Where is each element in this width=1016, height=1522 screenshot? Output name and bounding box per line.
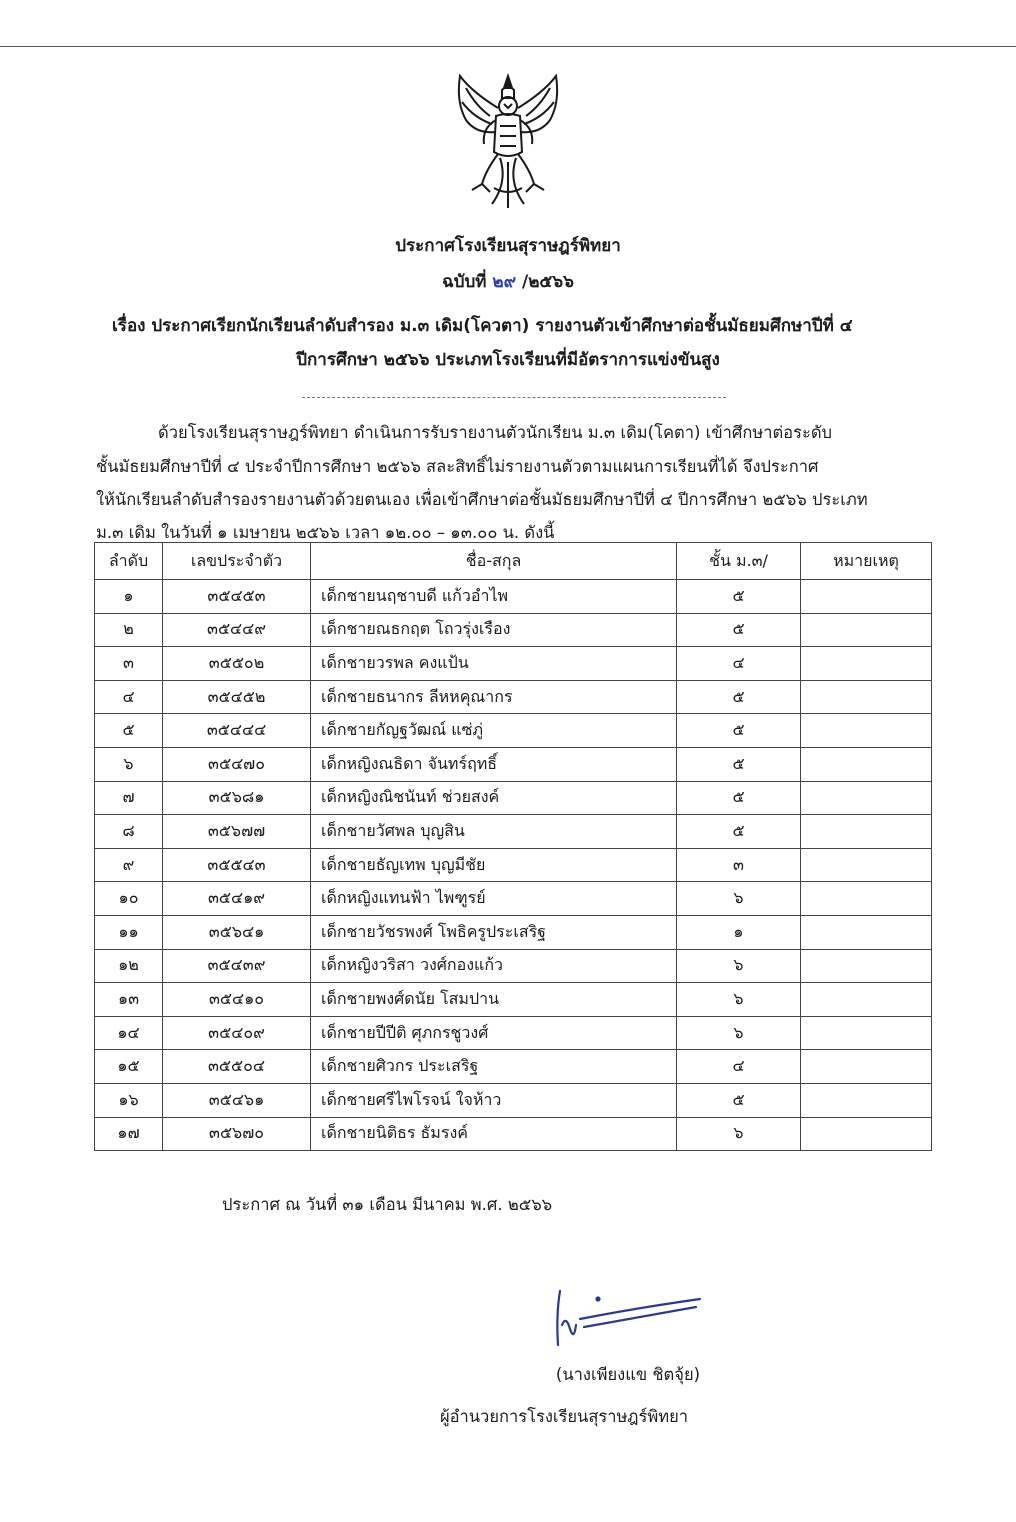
table-row [95,747,932,781]
cell-note [801,848,932,882]
student-table [94,542,932,1151]
cell-student-id: ๓๕๔๓๙ [163,949,311,983]
table-row [95,949,932,983]
header-class: ชั้น ม.๓/ [677,543,801,580]
cell-order: ๙ [95,848,163,882]
cell-class: ๕ [677,747,801,781]
table-row [95,1117,932,1151]
cell-note [801,580,932,614]
header-order: ลำดับ [95,543,163,580]
cell-class: ๕ [677,580,801,614]
body-paragraph-line-2: ชั้นมัธยมศึกษาปีที่ ๔ ประจำปีการศึกษา ๒๕๖๖ สละสิทธิ์ไม่รายงานตัวตามแผนการเรียนที่ได้ จึงประกาศ [96,457,819,476]
table-row [95,882,932,916]
cell-note [801,915,932,949]
cell-note [801,714,932,748]
cell-student-id: ๓๕๕๔๓ [163,848,311,882]
cell-name: เด็กชายวัชรพงศ์ โพธิครูประเสริฐ [311,915,677,949]
table-row [95,613,932,647]
cell-order: ๑๐ [95,882,163,916]
announcement-date: ประกาศ ณ วันที่ ๓๑ เดือน มีนาคม พ.ศ. ๒๕๖๖ [222,1195,553,1214]
table-row [95,580,932,614]
cell-note [801,1050,932,1084]
cell-student-id: ๓๕๖๔๑ [163,915,311,949]
cell-student-id: ๓๕๔๑๙ [163,882,311,916]
cell-class: ๕ [677,714,801,748]
cell-order: ๑ [95,580,163,614]
cell-student-id: ๓๕๔๖๑ [163,1083,311,1117]
table-row [95,781,932,815]
cell-student-id: ๓๕๔๗๐ [163,747,311,781]
announcement-title: ประกาศโรงเรียนสุราษฎร์พิทยา [395,236,621,256]
cell-student-id: ๓๕๖๗๐ [163,1117,311,1151]
table-row [95,1016,932,1050]
cell-class: ๕ [677,815,801,849]
cell-order: ๘ [95,815,163,849]
cell-name: เด็กหญิงณิชนันท์ ช่วยสงค์ [311,781,677,815]
body-paragraph-line-1: ด้วยโรงเรียนสุราษฎร์พิทยา ดำเนินการรับรายงานตัวนักเรียน ม.๓ เดิม(โคตา) เข้าศึกษาต่อระดับ [158,423,833,442]
cell-note [801,815,932,849]
cell-student-id: ๓๕๔๐๙ [163,1016,311,1050]
cell-student-id: ๓๕๖๗๗ [163,815,311,849]
cell-student-id: ๓๕๔๕๓ [163,580,311,614]
table-row [95,848,932,882]
top-border-line [0,46,1016,47]
cell-note [801,647,932,681]
cell-note [801,983,932,1017]
cell-name: เด็กชายศรีไพโรจน์ ใจห้าว [311,1083,677,1117]
table-row [95,983,932,1017]
cell-class: ๔ [677,1050,801,1084]
cell-class: ๓ [677,848,801,882]
header-note: หมายเหตุ [801,543,932,580]
cell-name: เด็กชายนฤชาบดี แก้วอำไพ [311,580,677,614]
subject-line-1: เรื่อง ประกาศเรียกนักเรียนลำดับสำรอง ม.๓ เดิม(โควตา) รายงานตัวเข้าศึกษาต่อชั้นมัธยมศึกษาปีที่ ๔ [112,316,853,336]
cell-class: ๖ [677,1016,801,1050]
signer-name: (นางเพียงแข ชิตจุ้ย) [555,1365,701,1384]
cell-student-id: ๓๕๔๑๐ [163,983,311,1017]
table-row [95,647,932,681]
cell-class: ๕ [677,781,801,815]
table-header-row [95,543,932,580]
header-student-id: เลขประจำตัว [163,543,311,580]
cell-class: ๕ [677,613,801,647]
cell-order: ๓ [95,647,163,681]
cell-order: ๑๔ [95,1016,163,1050]
cell-name: เด็กชายปีปีติ ศุภกรชูวงศ์ [311,1016,677,1050]
table-row [95,1050,932,1084]
body-paragraph-line-4: ม.๓ เดิม ในวันที่ ๑ เมษายน ๒๕๖๖ เวลา ๑๒.๐๐ – ๑๓.๐๐ น. ดังนี้ [96,523,555,542]
signer-position: ผู้อำนวยการโรงเรียนสุราษฎร์พิทยา [439,1407,689,1426]
cell-note [801,1016,932,1050]
table-row [95,714,932,748]
cell-name: เด็กชายธัญเทพ บุญมีชัย [311,848,677,882]
cell-name: เด็กชายพงศ์ดนัย โสมปาน [311,983,677,1017]
cell-name: เด็กชายนิติธร ธัมรงค์ [311,1117,677,1151]
issue-number: ๒๙ [492,272,517,292]
table-row [95,815,932,849]
cell-student-id: ๓๕๔๔๔ [163,714,311,748]
cell-student-id: ๓๕๔๕๒ [163,680,311,714]
cell-name: เด็กชายธนากร ลีหหคุณากร [311,680,677,714]
cell-name: เด็กชายศิวกร ประเสริฐ [311,1050,677,1084]
issue-line [0,268,1016,295]
cell-order: ๖ [95,747,163,781]
cell-note [801,680,932,714]
cell-order: ๑๗ [95,1117,163,1151]
issue-prefix: ฉบับที่ [442,272,487,292]
cell-class: ๕ [677,1083,801,1117]
cell-order: ๑๖ [95,1083,163,1117]
handwritten-signature [540,1285,710,1365]
cell-order: ๔ [95,680,163,714]
cell-student-id: ๓๕๖๘๑ [163,781,311,815]
cell-class: ๑ [677,915,801,949]
cell-name: เด็กชายวัศพล บุญสิน [311,815,677,849]
cell-order: ๑๒ [95,949,163,983]
cell-order: ๕ [95,714,163,748]
cell-name: เด็กชายกัญฐวัฒณ์ แซ่ภู่ [311,714,677,748]
cell-class: ๔ [677,647,801,681]
cell-name: เด็กชายวรพล คงแป้น [311,647,677,681]
table-row [95,915,932,949]
body-paragraph-line-3: ให้นักเรียนลำดับสำรองรายงานตัวด้วยตนเอง เพื่อเข้าศึกษาต่อชั้นมัธยมศึกษาปีที่ ๔ ปีการศึกษา ๒๕๖๖ ประเภท [96,490,868,509]
cell-name: เด็กหญิงแทนฟ้า ไพฑูรย์ [311,882,677,916]
cell-class: ๖ [677,1117,801,1151]
cell-order: ๒ [95,613,163,647]
dashed-divider [302,397,726,398]
subject-line-2: ปีการศึกษา ๒๕๖๖ ประเภทโรงเรียนที่มีอัตราการแข่งขันสูง [296,350,720,370]
cell-class: ๖ [677,983,801,1017]
garuda-emblem-icon [452,72,564,212]
table-row [95,1083,932,1117]
cell-class: ๖ [677,882,801,916]
cell-order: ๑๕ [95,1050,163,1084]
cell-note [801,747,932,781]
cell-order: ๑๑ [95,915,163,949]
cell-note [801,1117,932,1151]
cell-student-id: ๓๕๔๔๙ [163,613,311,647]
cell-class: ๕ [677,680,801,714]
cell-name: เด็กชายณธกฤต โถวรุ่งเรือง [311,613,677,647]
cell-student-id: ๓๕๕๐๔ [163,1050,311,1084]
cell-name: เด็กหญิงวริสา วงศ์กองแก้ว [311,949,677,983]
cell-note [801,949,932,983]
cell-note [801,613,932,647]
cell-student-id: ๓๕๕๐๒ [163,647,311,681]
issue-year: /๒๕๖๖ [522,272,574,292]
table-row [95,680,932,714]
cell-class: ๖ [677,949,801,983]
cell-name: เด็กหญิงณธิดา จันทร์ฤทธิ์ [311,747,677,781]
cell-note [801,781,932,815]
cell-note [801,1083,932,1117]
cell-order: ๗ [95,781,163,815]
header-name: ชื่อ-สกุล [311,543,677,580]
cell-note [801,882,932,916]
cell-order: ๑๓ [95,983,163,1017]
